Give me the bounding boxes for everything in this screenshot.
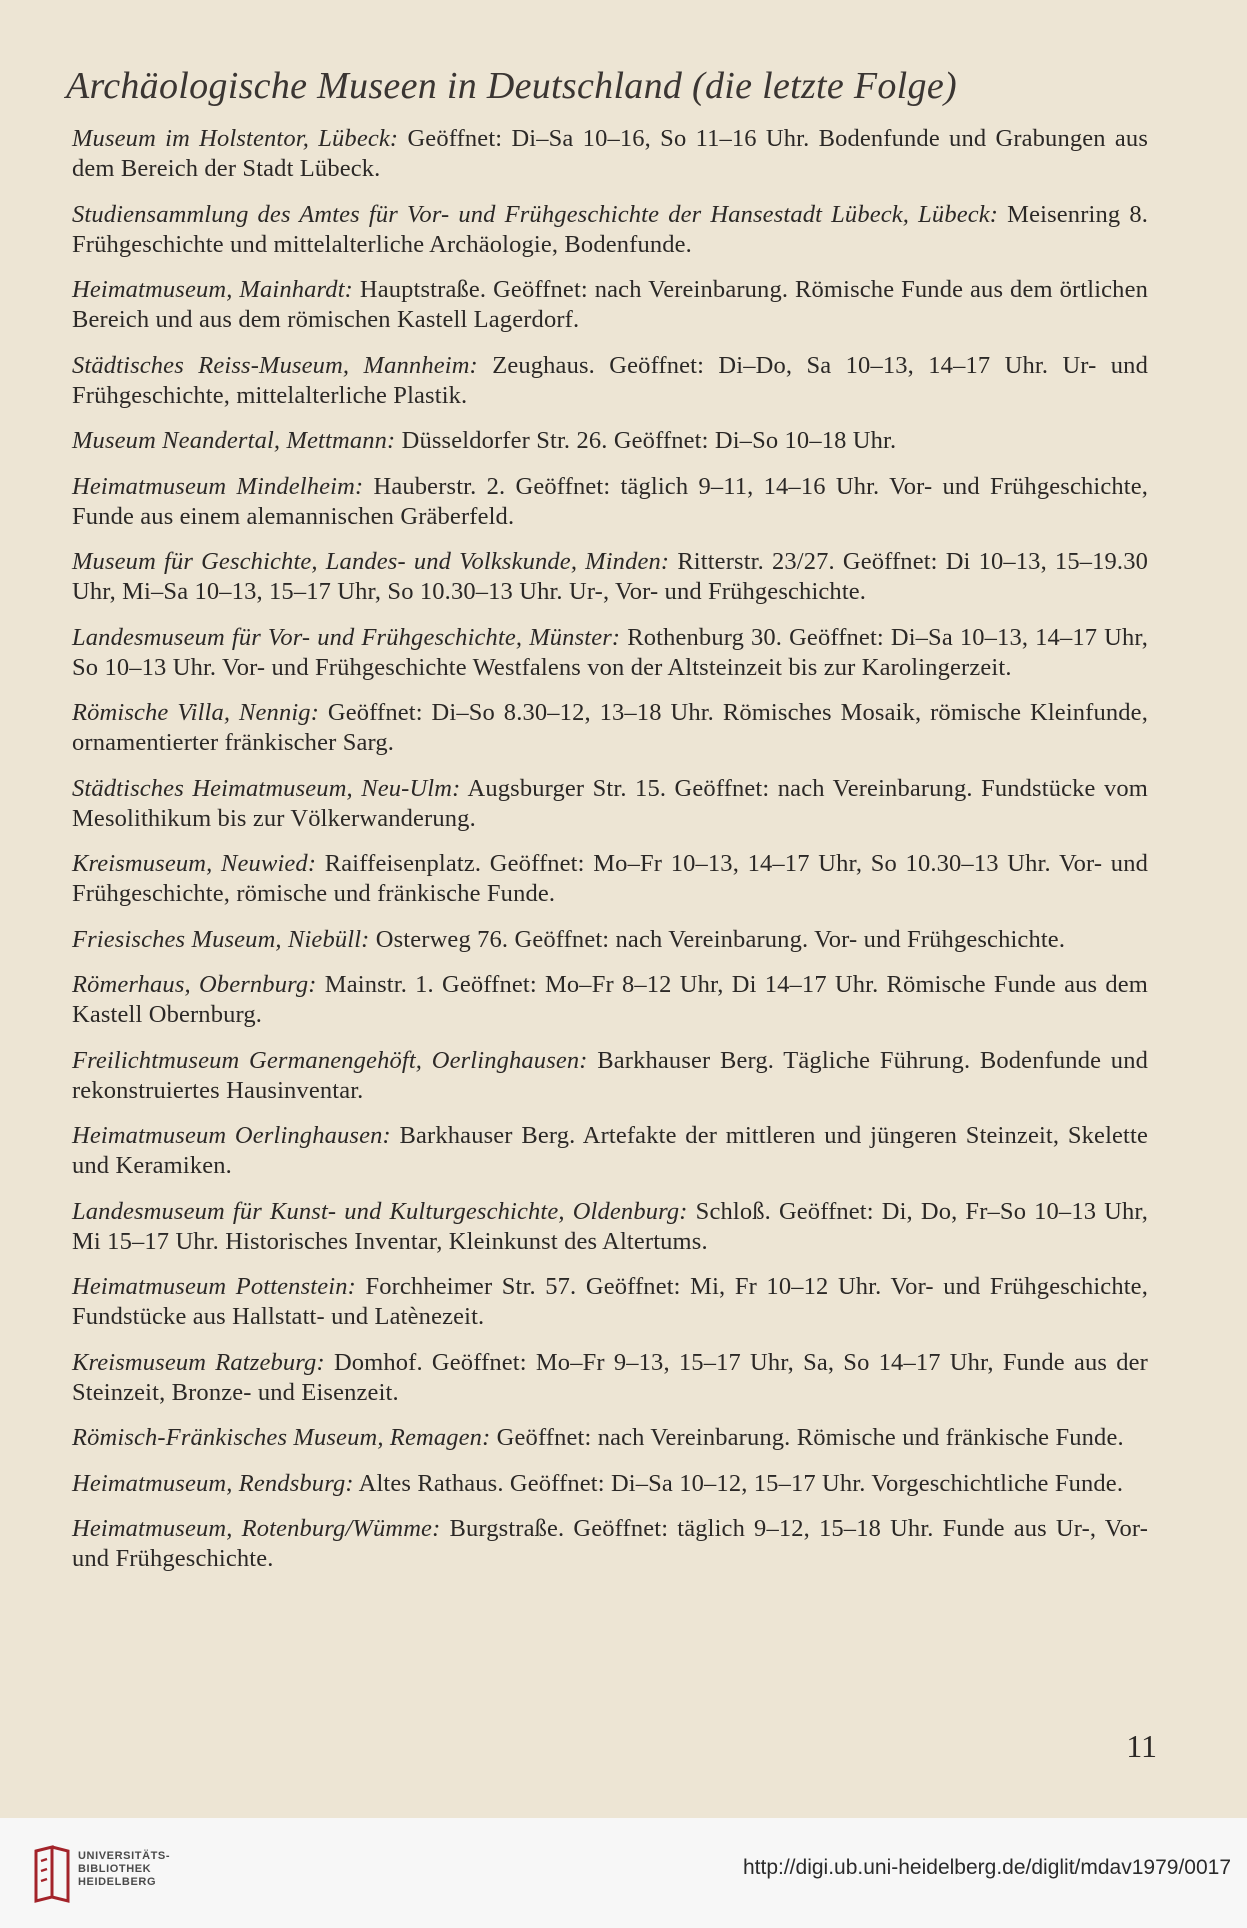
museum-entry (72, 124, 1148, 184)
museum-details: Düsseldorfer Str. 26. Geöffnet: Di–So 10–18 Uhr. (401, 427, 897, 454)
library-name-line: HEIDELBERG (78, 1876, 157, 1888)
museum-name: Heimatmuseum Pottenstein: (72, 1273, 356, 1300)
museum-entry (72, 547, 1148, 607)
library-name-line: BIBLIOTHEK (78, 1863, 152, 1875)
museum-details: Zeughaus. Geöffnet: Di–Do, Sa 10–13, 14–17 Uhr. Ur- und Frühgeschichte, mittelalterliche Plastik. (72, 351, 1148, 409)
museum-entry (72, 970, 1148, 1030)
museum-name: Landesmuseum für Kunst- und Kulturgeschichte, Oldenburg: (72, 1197, 688, 1225)
museum-details: Raiffeisenplatz. Geöffnet: Mo–Fr 10–13, 14–17 Uhr, So 10.30–13 Uhr. Vor- und Frühgeschichte, römische und fränkische Funde. (72, 850, 1148, 907)
source-url-link[interactable]: http://digi.ub.uni-heidelberg.de/diglit/mdav1979/0017 (742, 1856, 1231, 1879)
page-number: 11 (1126, 1728, 1157, 1764)
museum-name: Römische Villa, Nennig: (72, 699, 320, 726)
museum-entry (72, 1348, 1148, 1408)
museum-entry (72, 925, 1148, 955)
library-name (78, 1850, 170, 1889)
museum-details: Hauberstr. 2. Geöffnet: täglich 9–11, 14–16 Uhr. Vor- und Frühgeschichte, Funde aus einem alemannischen Gräberfeld. (72, 472, 1149, 530)
museum-details: Barkhauser Berg. Tägliche Führung. Bodenfunde und rekonstruiertes Hausinventar. (72, 1046, 1148, 1104)
museum-entry (72, 1469, 1148, 1499)
museum-entry (72, 200, 1148, 260)
museum-list (72, 124, 1148, 1590)
museum-details: Barkhauser Berg. Artefakte der mittleren und jüngeren Steinzeit, Skelette und Keramiken. (72, 1122, 1148, 1179)
museum-entry (72, 1046, 1148, 1106)
museum-name: Heimatmuseum Oerlinghausen: (72, 1122, 391, 1149)
museum-details: Burgstraße. Geöffnet: täglich 9–12, 15–18 Uhr. Funde aus Ur-, Vor- und Frühgeschichte. (72, 1515, 1149, 1572)
museum-details: Forchheimer Str. 57. Geöffnet: Mi, Fr 10–12 Uhr. Vor- und Frühgeschichte, Fundstücke aus Hallstatt- und Latènezeit. (72, 1273, 1148, 1330)
museum-entry (72, 698, 1148, 758)
museum-name: Heimatmuseum Mindelheim: (72, 472, 364, 500)
museum-name: Heimatmuseum, Mainhardt: (72, 276, 353, 303)
museum-name: Städtisches Reiss-Museum, Mannheim: (72, 351, 478, 379)
museum-entry (72, 1272, 1148, 1332)
museum-entry (72, 623, 1148, 683)
library-logo-icon (32, 1845, 72, 1903)
museum-entry (72, 1423, 1148, 1453)
museum-details: Geöffnet: nach Vereinbarung. Römische und fränkische Funde. (496, 1424, 1124, 1451)
museum-details: Schloß. Geöffnet: Di, Do, Fr–So 10–13 Uhr, Mi 15–17 Uhr. Historisches Inventar, Kleinkunst des Altertums. (72, 1197, 1149, 1255)
museum-name: Römisch-Fränkisches Museum, Remagen: (72, 1424, 491, 1451)
museum-name: Kreismuseum Ratzeburg: (72, 1348, 325, 1376)
museum-details: Hauptstraße. Geöffnet: nach Vereinbarung. Römische Funde aus dem örtlichen Bereich und aus dem römischen Kastell Lagerdorf. (72, 276, 1149, 333)
museum-name: Römerhaus, Obernburg: (72, 971, 317, 998)
museum-name: Städtisches Heimatmuseum, Neu-Ulm: (72, 774, 461, 802)
museum-name: Museum im Holstentor, Lübeck: (72, 125, 399, 152)
museum-name: Studiensammlung des Amtes für Vor- und Frühgeschichte der Hansestadt Lübeck, Lübeck: (72, 200, 999, 228)
museum-details: Ritterstr. 23/27. Geöffnet: Di 10–13, 15–19.30 Uhr, Mi–Sa 10–13, 15–17 Uhr, So 10.30–13 Uhr. Ur-, Vor- und Frühgeschichte. (72, 548, 1148, 605)
museum-entry (72, 849, 1148, 909)
museum-details: Osterweg 76. Geöffnet: nach Vereinbarung. Vor- und Frühgeschichte. (375, 925, 1066, 953)
museum-name: Landesmuseum für Vor- und Frühgeschichte, Münster: (72, 623, 621, 651)
museum-details: Augsburger Str. 15. Geöffnet: nach Vereinbarung. Fundstücke vom Mesolithikum bis zur Völkerwanderung. (72, 774, 1148, 832)
museum-name: Friesisches Museum, Niebüll: (72, 925, 370, 953)
museum-details: Geöffnet: Di–Sa 10–16, So 11–16 Uhr. Bodenfunde und Grabungen aus dem Bereich der Stadt Lübeck. (72, 125, 1149, 182)
museum-name: Museum für Geschichte, Landes- und Volkskunde, Minden: (72, 548, 670, 575)
museum-details: Mainstr. 1. Geöffnet: Mo–Fr 8–12 Uhr, Di 14–17 Uhr. Römische Funde aus dem Kastell Obernburg. (72, 971, 1149, 1028)
page-heading: Archäologische Museen in Deutschland (die letzte Folge) (66, 65, 957, 107)
museum-entry (72, 774, 1148, 834)
museum-entry (72, 1197, 1148, 1257)
museum-entry (72, 1121, 1148, 1181)
museum-details: Meisenring 8. Frühgeschichte und mittelalterliche Archäologie, Bodenfunde. (72, 200, 1148, 258)
museum-name: Freilichtmuseum Germanengehöft, Oerlinghausen: (72, 1046, 588, 1074)
museum-entry (72, 1514, 1148, 1574)
museum-entry (72, 275, 1148, 335)
museum-entry (72, 351, 1148, 411)
museum-name: Heimatmuseum, Rotenburg/Wümme: (72, 1515, 441, 1542)
museum-details: Altes Rathaus. Geöffnet: Di–Sa 10–12, 15–17 Uhr. Vorgeschichtliche Funde. (358, 1469, 1124, 1497)
museum-details: Geöffnet: Di–So 8.30–12, 13–18 Uhr. Römisches Mosaik, römische Kleinfunde, ornamentierter fränkischer Sarg. (72, 699, 1148, 756)
museum-details: Rothenburg 30. Geöffnet: Di–Sa 10–13, 14–17 Uhr, So 10–13 Uhr. Vor- und Frühgeschichte Westfalens von der Altsteinzeit bis zur Karolingerzeit. (72, 623, 1148, 681)
museum-name: Museum Neandertal, Mettmann: (72, 427, 396, 454)
museum-details: Domhof. Geöffnet: Mo–Fr 9–13, 15–17 Uhr, Sa, So 14–17 Uhr, Funde aus der Steinzeit, Bronze- und Eisenzeit. (72, 1348, 1148, 1406)
museum-entry (72, 426, 1148, 456)
museum-name: Kreismuseum, Neuwied: (72, 850, 317, 877)
museum-entry (72, 472, 1148, 532)
museum-name: Heimatmuseum, Rendsburg: (72, 1469, 354, 1497)
library-name-line: UNIVERSITÄTS- (78, 1850, 171, 1862)
